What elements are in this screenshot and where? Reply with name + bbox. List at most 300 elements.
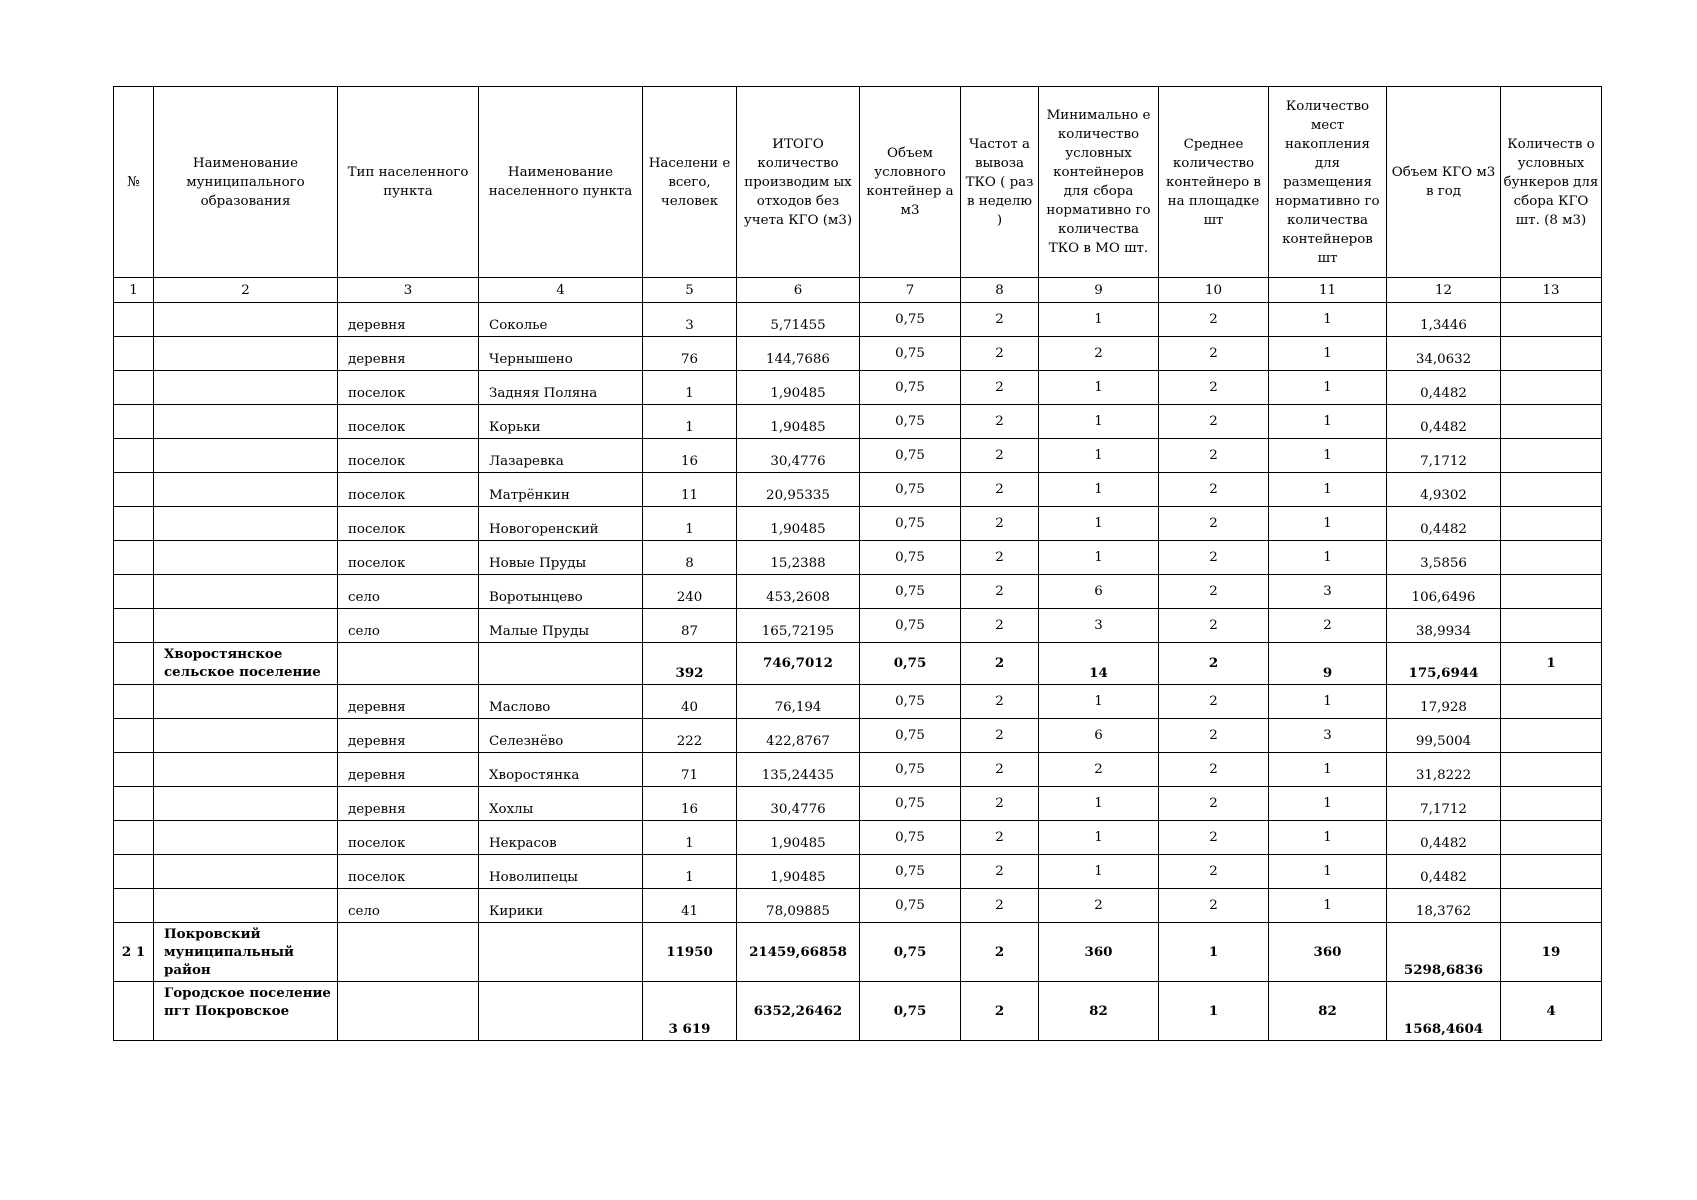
- cell-bunk: [1501, 473, 1602, 507]
- cell-no: [114, 337, 154, 371]
- cell-total: 30,4776: [737, 787, 860, 821]
- cell-total: 422,8767: [737, 719, 860, 753]
- cell-mo: [154, 821, 338, 855]
- cell-total: 5,71455: [737, 303, 860, 337]
- cell-freq: 2: [961, 787, 1039, 821]
- cell-vol: 0,75: [860, 507, 961, 541]
- table-row: [114, 303, 1602, 337]
- cell-min: 1: [1039, 303, 1159, 337]
- cell-freq: 2: [961, 575, 1039, 609]
- cell-name: Воротынцево: [479, 575, 643, 609]
- cell-name: Малые Пруды: [479, 609, 643, 643]
- column-number-3: 3: [338, 278, 479, 303]
- cell-name: [479, 923, 643, 982]
- cell-pop: 41: [643, 889, 737, 923]
- cell-kgo: 3,5856: [1387, 541, 1501, 575]
- cell-avg: 2: [1159, 303, 1269, 337]
- cell-places: 1: [1269, 405, 1387, 439]
- cell-places: 82: [1269, 982, 1387, 1041]
- cell-freq: 2: [961, 541, 1039, 575]
- header-cell-7: Объем условного контейнер а м3: [860, 87, 961, 278]
- cell-places: 1: [1269, 439, 1387, 473]
- cell-no: [114, 982, 154, 1041]
- table-row: [114, 507, 1602, 541]
- cell-name: Селезнёво: [479, 719, 643, 753]
- cell-places: 1: [1269, 473, 1387, 507]
- cell-pop: 76: [643, 337, 737, 371]
- cell-bunk: [1501, 753, 1602, 787]
- cell-freq: 2: [961, 337, 1039, 371]
- cell-no: [114, 787, 154, 821]
- cell-type: деревня: [338, 685, 479, 719]
- cell-mo: [154, 405, 338, 439]
- cell-kgo: 0,4482: [1387, 821, 1501, 855]
- cell-kgo: 34,0632: [1387, 337, 1501, 371]
- cell-avg: 2: [1159, 719, 1269, 753]
- cell-freq: 2: [961, 507, 1039, 541]
- cell-total: 1,90485: [737, 405, 860, 439]
- cell-no: [114, 439, 154, 473]
- cell-kgo: 5298,6836: [1387, 923, 1501, 982]
- column-number-7: 7: [860, 278, 961, 303]
- table-row: [114, 575, 1602, 609]
- cell-min: 360: [1039, 923, 1159, 982]
- cell-kgo: 106,6496: [1387, 575, 1501, 609]
- cell-total: 135,24435: [737, 753, 860, 787]
- cell-avg: 2: [1159, 439, 1269, 473]
- cell-no: [114, 889, 154, 923]
- cell-no: [114, 685, 154, 719]
- header-cell-11: Количество мест накопления для размещения нормативно го количества контейнеров шт: [1269, 87, 1387, 278]
- cell-places: 1: [1269, 787, 1387, 821]
- cell-kgo: 0,4482: [1387, 855, 1501, 889]
- cell-total: 453,2608: [737, 575, 860, 609]
- cell-vol: 0,75: [860, 643, 961, 685]
- cell-avg: 2: [1159, 753, 1269, 787]
- cell-freq: 2: [961, 405, 1039, 439]
- cell-places: 1: [1269, 507, 1387, 541]
- cell-vol: 0,75: [860, 855, 961, 889]
- header-cell-13: Количеств о условных бункеров для сбора КГО шт. (8 м3): [1501, 87, 1602, 278]
- cell-bunk: 1: [1501, 643, 1602, 685]
- cell-pop: 8: [643, 541, 737, 575]
- cell-vol: 0,75: [860, 371, 961, 405]
- cell-places: 1: [1269, 685, 1387, 719]
- cell-no: [114, 855, 154, 889]
- cell-total: 21459,66858: [737, 923, 860, 982]
- cell-vol: 0,75: [860, 889, 961, 923]
- cell-type: деревня: [338, 753, 479, 787]
- cell-min: 82: [1039, 982, 1159, 1041]
- cell-freq: 2: [961, 982, 1039, 1041]
- cell-type: поселок: [338, 507, 479, 541]
- cell-places: 1: [1269, 541, 1387, 575]
- cell-bunk: [1501, 541, 1602, 575]
- cell-mo: Городское поселение пгт Покровское: [154, 982, 338, 1041]
- cell-no: [114, 575, 154, 609]
- cell-avg: 2: [1159, 787, 1269, 821]
- cell-bunk: 4: [1501, 982, 1602, 1041]
- cell-min: 1: [1039, 821, 1159, 855]
- table-row: [114, 609, 1602, 643]
- cell-min: 14: [1039, 643, 1159, 685]
- cell-vol: 0,75: [860, 405, 961, 439]
- cell-bunk: [1501, 719, 1602, 753]
- cell-places: 1: [1269, 889, 1387, 923]
- cell-avg: 2: [1159, 473, 1269, 507]
- cell-type: поселок: [338, 405, 479, 439]
- table-body: [114, 303, 1602, 1041]
- cell-type: поселок: [338, 541, 479, 575]
- cell-mo: [154, 473, 338, 507]
- header-cell-9: Минимально е количество условных контейнеров для сбора нормативно го количества ТКО в МО шт.: [1039, 87, 1159, 278]
- column-number-2: 2: [154, 278, 338, 303]
- cell-pop: 240: [643, 575, 737, 609]
- cell-type: [338, 923, 479, 982]
- cell-name: Хохлы: [479, 787, 643, 821]
- cell-avg: 2: [1159, 889, 1269, 923]
- cell-kgo: 31,8222: [1387, 753, 1501, 787]
- table-row: [114, 982, 1602, 1041]
- table-row: [114, 685, 1602, 719]
- cell-kgo: 38,9934: [1387, 609, 1501, 643]
- cell-total: 1,90485: [737, 507, 860, 541]
- cell-kgo: 99,5004: [1387, 719, 1501, 753]
- cell-places: 1: [1269, 371, 1387, 405]
- cell-total: 1,90485: [737, 855, 860, 889]
- cell-freq: 2: [961, 371, 1039, 405]
- cell-pop: 1: [643, 855, 737, 889]
- cell-mo: [154, 439, 338, 473]
- cell-name: Некрасов: [479, 821, 643, 855]
- cell-freq: 2: [961, 643, 1039, 685]
- cell-total: 76,194: [737, 685, 860, 719]
- cell-mo: [154, 541, 338, 575]
- cell-bunk: [1501, 507, 1602, 541]
- cell-pop: 87: [643, 609, 737, 643]
- cell-mo: [154, 609, 338, 643]
- cell-vol: 0,75: [860, 303, 961, 337]
- cell-bunk: [1501, 439, 1602, 473]
- cell-no: [114, 507, 154, 541]
- column-number-8: 8: [961, 278, 1039, 303]
- cell-bunk: [1501, 787, 1602, 821]
- cell-no: 2 1: [114, 923, 154, 982]
- cell-kgo: 18,3762: [1387, 889, 1501, 923]
- cell-type: поселок: [338, 371, 479, 405]
- cell-name: [479, 982, 643, 1041]
- cell-places: 360: [1269, 923, 1387, 982]
- cell-name: Новолипецы: [479, 855, 643, 889]
- column-number-5: 5: [643, 278, 737, 303]
- cell-mo: [154, 685, 338, 719]
- cell-kgo: 17,928: [1387, 685, 1501, 719]
- cell-no: [114, 719, 154, 753]
- header-row: [114, 87, 1602, 278]
- cell-bunk: [1501, 821, 1602, 855]
- cell-min: 1: [1039, 439, 1159, 473]
- cell-bunk: [1501, 337, 1602, 371]
- cell-avg: 2: [1159, 575, 1269, 609]
- cell-min: 3: [1039, 609, 1159, 643]
- column-number-1: 1: [114, 278, 154, 303]
- cell-mo: [154, 753, 338, 787]
- cell-vol: 0,75: [860, 541, 961, 575]
- cell-total: 1,90485: [737, 821, 860, 855]
- table-row: [114, 337, 1602, 371]
- cell-avg: 2: [1159, 507, 1269, 541]
- cell-pop: 1: [643, 405, 737, 439]
- cell-type: село: [338, 889, 479, 923]
- cell-kgo: 4,9302: [1387, 473, 1501, 507]
- cell-mo: [154, 303, 338, 337]
- cell-pop: 3 619: [643, 982, 737, 1041]
- cell-no: [114, 643, 154, 685]
- cell-type: деревня: [338, 787, 479, 821]
- table-row: [114, 541, 1602, 575]
- cell-vol: 0,75: [860, 439, 961, 473]
- cell-total: 165,72195: [737, 609, 860, 643]
- cell-min: 2: [1039, 889, 1159, 923]
- cell-no: [114, 541, 154, 575]
- cell-pop: 3: [643, 303, 737, 337]
- cell-pop: 222: [643, 719, 737, 753]
- header-cell-2: Наименование муниципального образования: [154, 87, 338, 278]
- header-cell-8: Частот а вывоза ТКО ( раз в неделю ): [961, 87, 1039, 278]
- cell-type: деревня: [338, 719, 479, 753]
- cell-pop: 11950: [643, 923, 737, 982]
- cell-min: 1: [1039, 371, 1159, 405]
- cell-name: [479, 643, 643, 685]
- cell-no: [114, 473, 154, 507]
- cell-places: 1: [1269, 855, 1387, 889]
- cell-min: 6: [1039, 575, 1159, 609]
- cell-avg: 2: [1159, 541, 1269, 575]
- cell-avg: 2: [1159, 405, 1269, 439]
- cell-name: Новогоренский: [479, 507, 643, 541]
- cell-places: 1: [1269, 337, 1387, 371]
- cell-type: [338, 982, 479, 1041]
- cell-avg: 2: [1159, 685, 1269, 719]
- cell-freq: 2: [961, 439, 1039, 473]
- cell-mo: [154, 337, 338, 371]
- cell-min: 6: [1039, 719, 1159, 753]
- cell-freq: 2: [961, 303, 1039, 337]
- cell-min: 2: [1039, 337, 1159, 371]
- table-row: [114, 719, 1602, 753]
- cell-name: Лазаревка: [479, 439, 643, 473]
- cell-pop: 11: [643, 473, 737, 507]
- cell-mo: [154, 787, 338, 821]
- cell-name: Маслово: [479, 685, 643, 719]
- column-number-9: 9: [1039, 278, 1159, 303]
- cell-vol: 0,75: [860, 575, 961, 609]
- cell-avg: 2: [1159, 821, 1269, 855]
- cell-freq: 2: [961, 753, 1039, 787]
- waste-table: [113, 86, 1602, 1041]
- header-cell-5: Населени е всего, человек: [643, 87, 737, 278]
- table-row: [114, 371, 1602, 405]
- cell-total: 746,7012: [737, 643, 860, 685]
- cell-kgo: 0,4482: [1387, 371, 1501, 405]
- cell-pop: 40: [643, 685, 737, 719]
- cell-bunk: [1501, 855, 1602, 889]
- cell-freq: 2: [961, 821, 1039, 855]
- cell-pop: 16: [643, 787, 737, 821]
- table-row: [114, 405, 1602, 439]
- cell-mo: [154, 719, 338, 753]
- cell-kgo: 0,4482: [1387, 507, 1501, 541]
- cell-mo: [154, 371, 338, 405]
- cell-freq: 2: [961, 685, 1039, 719]
- cell-pop: 1: [643, 371, 737, 405]
- cell-name: Сокольe: [479, 303, 643, 337]
- cell-bunk: [1501, 303, 1602, 337]
- cell-kgo: 0,4482: [1387, 405, 1501, 439]
- cell-min: 2: [1039, 753, 1159, 787]
- cell-kgo: 7,1712: [1387, 439, 1501, 473]
- cell-type: село: [338, 575, 479, 609]
- cell-mo: [154, 507, 338, 541]
- cell-kgo: 1568,4604: [1387, 982, 1501, 1041]
- table-row: [114, 889, 1602, 923]
- header-cell-4: Наименование населенного пункта: [479, 87, 643, 278]
- cell-min: 1: [1039, 541, 1159, 575]
- header-cell-12: Объем КГО м3 в год: [1387, 87, 1501, 278]
- cell-type: деревня: [338, 337, 479, 371]
- cell-avg: 2: [1159, 337, 1269, 371]
- cell-type: поселок: [338, 855, 479, 889]
- table-row: [114, 787, 1602, 821]
- cell-kgo: 7,1712: [1387, 787, 1501, 821]
- cell-places: 9: [1269, 643, 1387, 685]
- cell-places: 1: [1269, 753, 1387, 787]
- cell-name: Корьки: [479, 405, 643, 439]
- header-cell-6: ИТОГО количество производим ых отходов без учета КГО (м3): [737, 87, 860, 278]
- cell-type: деревня: [338, 303, 479, 337]
- header-cell-3: Тип населенного пункта: [338, 87, 479, 278]
- cell-freq: 2: [961, 719, 1039, 753]
- cell-places: 3: [1269, 719, 1387, 753]
- cell-bunk: 19: [1501, 923, 1602, 982]
- cell-mo: Хворостянское сельское поселение: [154, 643, 338, 685]
- cell-avg: 1: [1159, 982, 1269, 1041]
- cell-no: [114, 821, 154, 855]
- cell-no: [114, 405, 154, 439]
- column-number-6: 6: [737, 278, 860, 303]
- cell-vol: 0,75: [860, 923, 961, 982]
- cell-vol: 0,75: [860, 821, 961, 855]
- cell-pop: 392: [643, 643, 737, 685]
- table-row: [114, 473, 1602, 507]
- column-number-13: 13: [1501, 278, 1602, 303]
- cell-name: Хворостянка: [479, 753, 643, 787]
- cell-avg: 2: [1159, 855, 1269, 889]
- cell-freq: 2: [961, 889, 1039, 923]
- cell-avg: 1: [1159, 923, 1269, 982]
- cell-places: 2: [1269, 609, 1387, 643]
- cell-avg: 2: [1159, 609, 1269, 643]
- cell-pop: 1: [643, 507, 737, 541]
- cell-bunk: [1501, 889, 1602, 923]
- cell-min: 1: [1039, 685, 1159, 719]
- cell-name: Матрёнкин: [479, 473, 643, 507]
- header-cell-1: №: [114, 87, 154, 278]
- column-number-10: 10: [1159, 278, 1269, 303]
- cell-vol: 0,75: [860, 685, 961, 719]
- cell-vol: 0,75: [860, 719, 961, 753]
- cell-bunk: [1501, 371, 1602, 405]
- table-row: [114, 923, 1602, 982]
- cell-type: село: [338, 609, 479, 643]
- cell-kgo: 1,3446: [1387, 303, 1501, 337]
- cell-name: Новые Пруды: [479, 541, 643, 575]
- cell-total: 78,09885: [737, 889, 860, 923]
- cell-pop: 1: [643, 821, 737, 855]
- cell-no: [114, 303, 154, 337]
- cell-no: [114, 753, 154, 787]
- cell-total: 6352,26462: [737, 982, 860, 1041]
- header-cell-10: Среднее количество контейнеро в на площадке шт: [1159, 87, 1269, 278]
- cell-vol: 0,75: [860, 982, 961, 1041]
- cell-name: Чернышено: [479, 337, 643, 371]
- column-number-4: 4: [479, 278, 643, 303]
- table-row: [114, 439, 1602, 473]
- cell-bunk: [1501, 575, 1602, 609]
- cell-mo: Покровский муниципальный район: [154, 923, 338, 982]
- cell-places: 1: [1269, 303, 1387, 337]
- cell-vol: 0,75: [860, 787, 961, 821]
- column-number-row: [114, 278, 1602, 303]
- cell-pop: 71: [643, 753, 737, 787]
- column-number-11: 11: [1269, 278, 1387, 303]
- cell-total: 20,95335: [737, 473, 860, 507]
- table-row: [114, 821, 1602, 855]
- cell-type: поселок: [338, 439, 479, 473]
- cell-freq: 2: [961, 923, 1039, 982]
- cell-vol: 0,75: [860, 753, 961, 787]
- cell-name: Задняя Поляна: [479, 371, 643, 405]
- cell-mo: [154, 575, 338, 609]
- table-row: [114, 855, 1602, 889]
- cell-pop: 16: [643, 439, 737, 473]
- table-row: [114, 753, 1602, 787]
- cell-bunk: [1501, 609, 1602, 643]
- cell-min: 1: [1039, 787, 1159, 821]
- cell-type: поселок: [338, 821, 479, 855]
- cell-freq: 2: [961, 473, 1039, 507]
- cell-freq: 2: [961, 609, 1039, 643]
- cell-mo: [154, 889, 338, 923]
- cell-no: [114, 609, 154, 643]
- cell-min: 1: [1039, 405, 1159, 439]
- cell-total: 1,90485: [737, 371, 860, 405]
- cell-min: 1: [1039, 855, 1159, 889]
- cell-freq: 2: [961, 855, 1039, 889]
- cell-avg: 2: [1159, 643, 1269, 685]
- cell-min: 1: [1039, 473, 1159, 507]
- cell-no: [114, 371, 154, 405]
- cell-mo: [154, 855, 338, 889]
- cell-bunk: [1501, 405, 1602, 439]
- cell-total: 15,2388: [737, 541, 860, 575]
- cell-places: 3: [1269, 575, 1387, 609]
- cell-places: 1: [1269, 821, 1387, 855]
- cell-vol: 0,75: [860, 473, 961, 507]
- cell-type: [338, 643, 479, 685]
- cell-vol: 0,75: [860, 609, 961, 643]
- cell-type: поселок: [338, 473, 479, 507]
